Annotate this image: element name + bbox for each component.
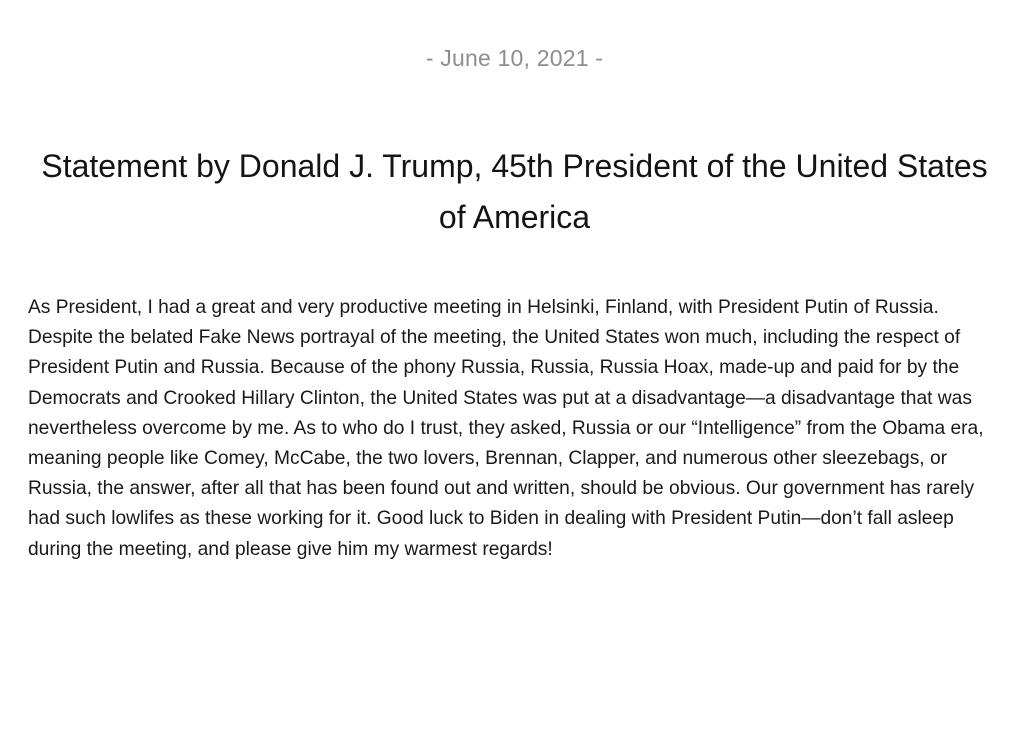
statement-body: As President, I had a great and very productive meeting in Helsinki, Finland, with President Putin of Russia. Despite the belated Fake News portrayal of the meeting, the United States won much, including the respect of President Putin and Russia. Because of the phony Russia, Russia, Russia Hoax, made-up and paid for by the Democrats and Crooked Hillary Clinton, the United States was put at a disadvantage—a disadvantage that was nevertheless overcome by me. As to who do I trust, they asked, Russia or our “Intelligence” from the Obama era, meaning people like Comey, McCabe, the two lovers, Brennan, Clapper, and numerous other sleezebags, or Russia, the answer, after all that has been found out and written, should be obvious. Our government has rarely had such lowlifes as these working for it. Good luck to Biden in dealing with President Putin—don’t fall asleep during the meeting, and please give him my warmest regards! <box>28 297 984 560</box>
statement-title: Statement by Donald J. Trump, 45th President of the United States of America <box>41 148 988 235</box>
statement-date: - June 10, 2021 - <box>425 45 604 71</box>
